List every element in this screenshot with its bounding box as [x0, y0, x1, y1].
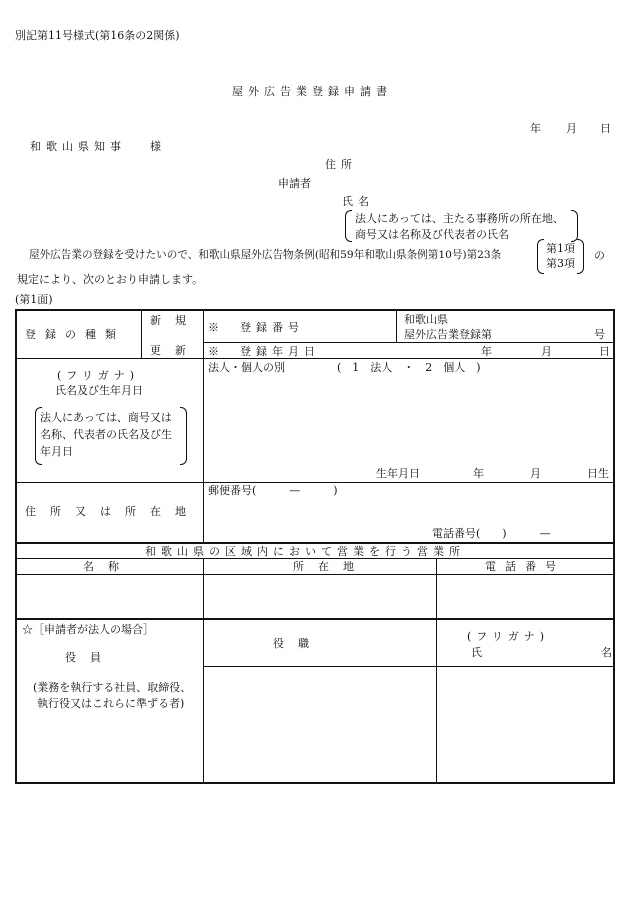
row-line-regtype-bottom — [17, 358, 615, 359]
reg-type-label: 登録の種類 — [25, 328, 125, 341]
applicant-label: 申請者 — [278, 177, 311, 190]
office-section-header: 和歌山県の区域内において営業を行う営業所 — [145, 545, 465, 558]
entity-type-label: 法人・個人の別 — [208, 361, 285, 374]
officer-furigana-header: (フリガナ) — [467, 630, 550, 643]
row-line-office-cols — [17, 574, 615, 575]
reg-type-renew: 更新 — [150, 344, 200, 357]
col-line-officer-name — [436, 618, 437, 784]
reg-number-label: ※ 登録番号 — [208, 321, 304, 334]
col-line-office-name — [203, 558, 204, 618]
corp-note-bracket-right — [180, 407, 187, 465]
reg-date-month: 月 — [541, 345, 552, 358]
applicant-note-bracket-left — [345, 210, 352, 242]
applicant-name-label: 氏名 — [342, 195, 374, 208]
reg-number-prefix: 屋外広告業登録第 — [404, 328, 492, 341]
application-table — [15, 309, 615, 784]
office-phone-header: 電話番号 — [485, 560, 565, 573]
form-number: 別記第11号様式(第16条の2関係) — [15, 29, 180, 42]
body-line1: 屋外広告業の登録を受けたいので、和歌山県屋外広告物条例(昭和59年和歌山県条例第10号)第23条 — [29, 249, 502, 261]
applicant-note-line2: 商号又は名称及び代表者の氏名 — [355, 228, 509, 241]
furigana-label: (フリガナ) — [57, 369, 140, 382]
row-line-name-bottom — [17, 482, 615, 483]
corp-note-line2: 名称、代表者の氏名及び生 — [40, 428, 172, 441]
reg-prefecture: 和歌山県 — [404, 313, 448, 326]
officer-name-header-2: 名 — [601, 646, 612, 659]
birth-year: 年 — [473, 467, 484, 480]
entity-type-options: ( 1 法人 ・ 2 個人 ) — [337, 361, 481, 374]
col-line-regtype-label — [141, 311, 142, 358]
officer-name-header-1: 氏 — [471, 646, 482, 659]
clause-bracket-right — [577, 239, 584, 274]
officer-note-line2: 執行役又はこれらに準ずる者) — [37, 697, 185, 710]
date-month: 月 — [566, 122, 577, 135]
officer-position-header: 役職 — [273, 637, 323, 650]
date-year: 年 — [530, 122, 541, 135]
phone-label: 電話番号( ) — — [432, 527, 551, 540]
row-line-regtype-mid — [204, 342, 615, 343]
applicant-note-bracket-right — [571, 210, 578, 242]
birth-day: 日生 — [587, 467, 609, 480]
page-label: (第1面) — [15, 293, 53, 306]
row-line-address-bottom — [17, 542, 615, 544]
clause-3: 第3項 — [546, 257, 575, 270]
name-birth-label: 氏名及び生年月日 — [55, 384, 143, 397]
birth-date-label: 生年月日 — [376, 467, 420, 480]
col-line-regnum — [396, 311, 397, 342]
postal-code-label: 郵便番号( — ) — [208, 484, 338, 497]
row-line-officer-header — [204, 666, 615, 667]
reg-type-new: 新規 — [150, 314, 200, 327]
corp-note-line3: 年月日 — [40, 445, 73, 458]
date-day: 日 — [600, 122, 611, 135]
reg-number-suffix: 号 — [594, 328, 605, 341]
reg-date-year: 年 — [481, 345, 492, 358]
col-line-officer — [203, 618, 204, 784]
clause-1: 第1項 — [546, 242, 575, 255]
body-particle: の — [594, 249, 605, 262]
form-title: 屋外広告業登録申請書 — [232, 85, 392, 98]
reg-date-label: ※ 登録年月日 — [208, 345, 320, 358]
col-line-office-phone — [436, 558, 437, 618]
row-line-office-header — [17, 558, 615, 559]
office-location-header: 所在地 — [293, 560, 368, 573]
reg-date-day: 日 — [599, 345, 610, 358]
corp-applicant-flag: ☆［申請者が法人の場合］ — [22, 623, 154, 636]
officer-label: 役員 — [65, 651, 115, 664]
honorific: 様 — [150, 140, 161, 153]
birth-month: 月 — [530, 467, 541, 480]
address-label: 住所又は所在地 — [25, 505, 200, 518]
col-line-main — [203, 311, 204, 542]
addressee: 和歌山県知事 — [30, 140, 126, 153]
office-name-header: 名称 — [83, 560, 133, 573]
body-line2: 規定により、次のとおり申請します。 — [17, 273, 204, 286]
corp-note-line1: 法人にあっては、商号又は — [40, 411, 172, 424]
applicant-address-label: 住所 — [325, 158, 357, 171]
row-line-office-bottom — [17, 618, 615, 620]
officer-note-line1: (業務を執行する社員、取締役、 — [33, 681, 192, 694]
clause-bracket-left — [537, 239, 544, 274]
applicant-note-line1: 法人にあっては、主たる事務所の所在地、 — [355, 212, 564, 225]
